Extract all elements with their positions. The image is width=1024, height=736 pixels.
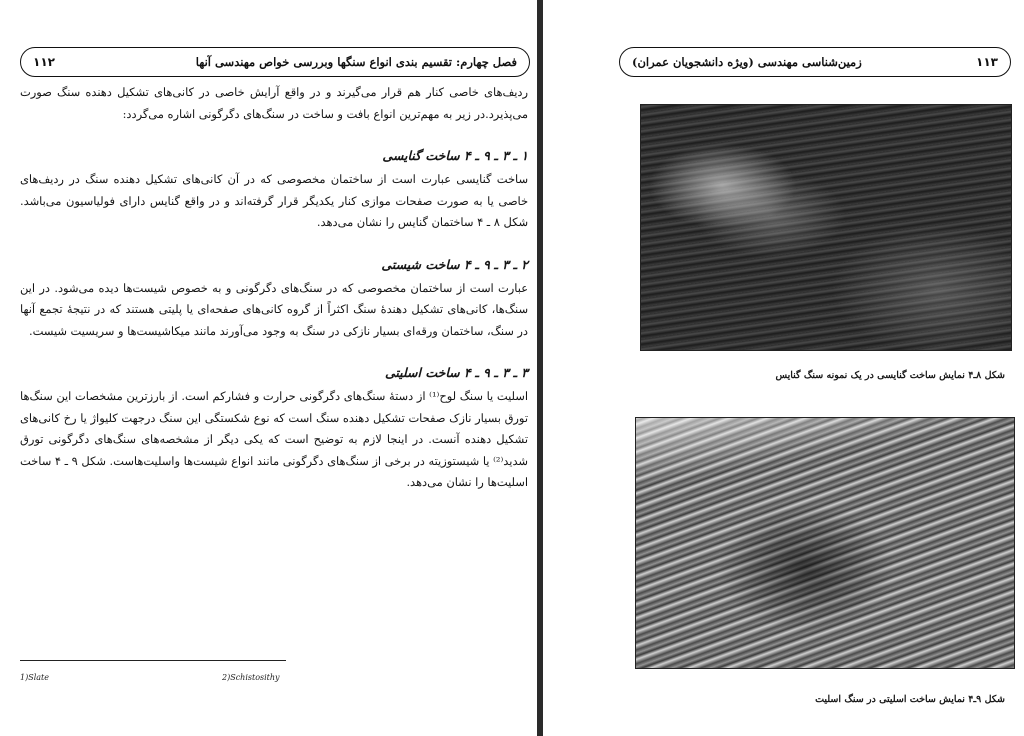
slate-photo [635, 417, 1015, 669]
left-page-body [20, 82, 528, 494]
footnote-1: 1)Slate [20, 673, 49, 682]
left-page-number: ۱۱۲ [33, 55, 55, 69]
figure-caption-slate: شکل ۹ـ۴ نمایش ساخت اسلیتی در سنگ اسلیت [815, 694, 1005, 705]
section-text-slaty: اسلیت یا سنگ لوح⁽¹⁾ از دستهٔ سنگ‌های دگرگونی حرارت و فشارکم است. از بارزترین مشخصات این سنگ‌ها تورق بسیار نازک صفحات تشکیل دهنده سنگ است که نوع شکستگی این سنگ درجهت کلیواژ یا رخ کانی‌های تشکیل دهنده آنست. در اینجا لازم به توضیح است که یکی دیگر از مشخصه‌های سنگ‌های دگرگونی تورق شدید⁽²⁾ یا شیستوزیته در برخی از سنگ‌های دگرگونی مانند انواع شیست‌ها واسلیت‌هاست. شکل ۹ ـ ۴ ساخت اسلیت‌ها را نشان می‌دهد. [20, 389, 528, 489]
right-page-number: ۱۱۳ [976, 55, 998, 69]
section-text-gneissic: ساخت گنایسی عبارت است از ساختمان مخصوصی که در آن کانی‌های تشکیل دهنده سنگ در ردیف‌های خاصی یا به صورت صفحات موازی کنار یکدیگر قرار گرفته‌اند و در واقع گنایس دارای فولیاسیون می‌باشد. شکل ۸ ـ ۴ ساختمان گنایس را نشان می‌دهد. [20, 172, 528, 229]
figure-caption-gneiss: شکل ۸ـ۴ نمایش ساخت گنایسی در یک نمونه سنگ گنایس [775, 370, 1005, 381]
right-page [543, 0, 1024, 736]
gneiss-photo [640, 104, 1012, 351]
section-text-schistose: عبارت است از ساختمان مخصوصی که در سنگ‌های دگرگونی و به خصوص شیست‌ها دیده می‌شود. در این سنگ‌ها، کانی‌های تشکیل دهندهٔ سنگ اکثراً از گروه کانی‌های صفحه‌ای یا پلیتی هستند که در نتیجهٔ تجمع آنها در سنگ، ساختمان ورقه‌ای بسیار نازکی در سنگ به وجود می‌آورند مانند میکاشیست‌ها و سریسیت شیست. [20, 280, 528, 338]
footnote-2: 2)Schistosithy [222, 673, 280, 682]
section-heading-schistose: ۲ ـ ۳ ـ ۹ ـ ۴ ساخت شیستی [381, 256, 528, 272]
left-page-header-title: فصل چهارم: تقسیم بندی انواع سنگها وبررسی خواص مهندسی آنها [195, 55, 517, 69]
section-heading-gneissic: ۱ ـ ۳ ـ ۹ ـ ۴ ساخت گنایسی [382, 148, 528, 163]
intro-paragraph: ردیف‌های خاصی کنار هم قرار می‌گیرند و در واقع آرایش خاصی در کانی‌های تشکیل دهنده سنگ صورت می‌پذیرد.در زیر به مهم‌ترین انواع بافت و ساخت در سنگ‌های دگرگونی اشاره می‌گردد: [20, 85, 528, 121]
footnote-divider [20, 660, 286, 661]
right-page-header [619, 47, 1011, 77]
section-heading-slaty: ۳ ـ ۳ ـ ۹ ـ ۴ ساخت اسلیتی [384, 365, 528, 380]
left-page-header [20, 47, 530, 77]
right-page-header-title: زمین‌شناسی مهندسی (ویژه دانشجویان عمران) [632, 55, 862, 69]
